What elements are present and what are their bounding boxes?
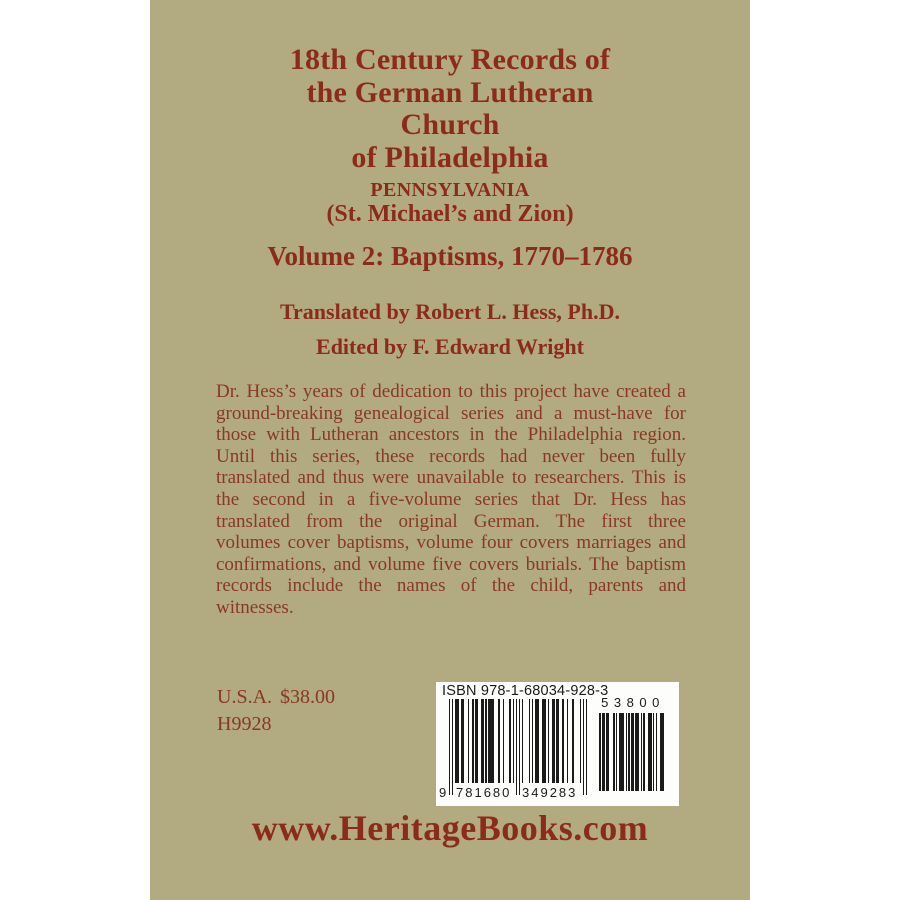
title-block [150,44,750,271]
ean-digit-group1: 781680 [456,785,512,800]
supplement-barcode [596,695,666,803]
editor-credit: Edited by F. Edward Wright [316,334,584,359]
ean-digit-first: 9 [439,785,449,800]
ean-barcode-bars [449,699,587,795]
state-line: PENNSYLVANIA [370,179,530,201]
publisher-website: www.HeritageBooks.com [251,808,649,848]
ean-barcode-digits [439,785,589,801]
price-amount: $38.00 [280,686,336,708]
ean-digit-group2: 349283 [522,785,578,800]
back-cover-description: Dr. Hess’s years of dedication to this project have created a ground-breaking genealogical series and a must-have for those with Lutheran ancestors in the Philadelphia region. Until this series, these records had never been fully translated and thus were unavailable to researchers. This is the second in a five-volume series that Dr. Hess has translated from the original German. The first three volumes cover baptisms, volume four covers marriages and confirmations, and volume five covers burials. The baptism records include the names of the child, parents and witnesses. [216,381,686,618]
catalog-code: H9928 [217,713,272,735]
volume-line: Volume 2: Baptisms, 1770–1786 [267,241,633,271]
ean-barcode [439,699,589,803]
title-line-3: Church [400,108,500,141]
supplement-digits: 53800 [601,695,665,710]
book-back-cover [150,0,750,900]
isbn-label: ISBN 978-1-68034-928-3 [442,683,609,699]
price-region: U.S.A. [217,686,273,708]
title-line-2: the German Lutheran [306,75,594,109]
subtitle-paren: (St. Michael’s and Zion) [326,201,574,227]
price-line [217,684,335,711]
barcode-box [436,682,679,806]
title-line-1: 18th Century Records of [289,43,611,76]
supplement-barcode-bars [598,713,664,791]
translator-credit: Translated by Robert L. Hess, Ph.D. [280,299,620,324]
price-block [217,684,335,738]
title-line-4: of Philadelphia [351,140,549,174]
